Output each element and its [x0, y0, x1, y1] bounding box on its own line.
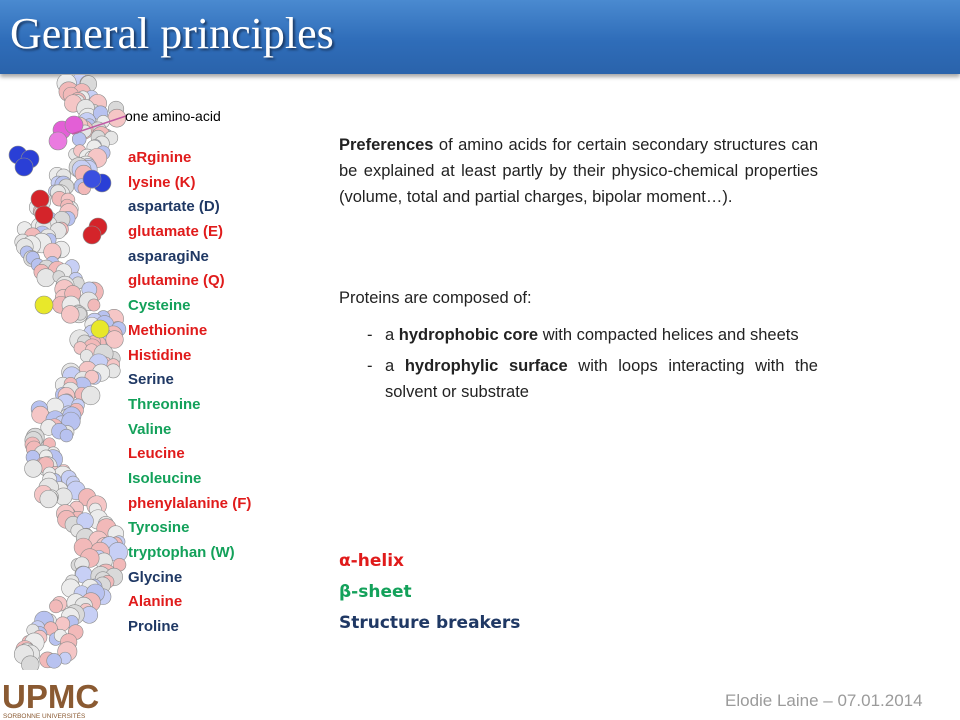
bullet-dash: -: [367, 326, 373, 344]
amino-acid-item: asparagiNe: [128, 247, 209, 265]
atom-sphere: [40, 490, 58, 508]
atom-sphere: [83, 170, 101, 188]
amino-acid-annotation: one amino-acid: [125, 108, 221, 124]
bullet-pre: a: [385, 357, 405, 375]
atom-sphere: [31, 190, 49, 208]
amino-acid-item: Isoleucine: [128, 469, 202, 487]
atom-sphere: [25, 460, 43, 478]
preferences-paragraph: [339, 132, 818, 210]
bullet-post: with loops interacting with the solvent or substrate: [385, 357, 818, 401]
atom-sphere: [21, 656, 39, 670]
atom-sphere: [61, 306, 79, 324]
amino-acid-item: glutamate (E): [128, 223, 224, 241]
legend-helix: α-helix: [339, 551, 404, 571]
amino-acid-item: aRginine: [128, 149, 192, 166]
amino-acid-item: aspartate (D): [128, 198, 220, 216]
amino-acid-item: Methionine: [128, 321, 208, 339]
annotation-pointer: [60, 110, 130, 140]
amino-acid-item: Histidine: [128, 346, 192, 364]
footer-author-date: Elodie Laine – 07.01.2014: [725, 691, 923, 710]
amino-acid-item: Tyrosine: [128, 519, 190, 537]
logo-text: UPMC: [2, 678, 100, 715]
bullet-post: with compacted helices and sheets: [538, 326, 799, 344]
bullet-bold: hydrophobic core: [398, 326, 539, 344]
upmc-logo: [0, 678, 120, 720]
amino-acid-item: Serine: [128, 371, 174, 389]
atom-sphere: [88, 299, 100, 311]
amino-acid-item: Threonine: [128, 395, 201, 413]
amino-acid-item: glutamine (Q): [128, 272, 225, 290]
legend-sheet: β-sheet: [339, 582, 412, 602]
logo-subtext: SORBONNE UNIVERSITÉS: [3, 713, 86, 720]
atom-sphere: [60, 429, 73, 442]
amino-acid-item: lysine (K): [128, 173, 196, 191]
preferences-bold: Preferences: [339, 136, 434, 154]
bullet-dash: -: [367, 357, 373, 375]
bullet-bold: hydrophylic surface: [404, 357, 568, 375]
title-bar: [0, 0, 960, 74]
bullet-item: [367, 322, 818, 348]
amino-acid-list: [128, 146, 251, 640]
atom-sphere: [81, 386, 100, 405]
amino-acid-item: Cysteine: [128, 297, 191, 315]
bullet-item: [367, 353, 818, 405]
amino-acid-item: tryptophan (W): [128, 544, 235, 561]
atom-sphere: [47, 653, 62, 668]
amino-acid-item: Valine: [128, 420, 172, 438]
atom-sphere: [91, 320, 109, 338]
bullet-pre: a: [385, 326, 399, 344]
legend: [339, 546, 520, 639]
atom-sphere: [15, 158, 33, 176]
atom-sphere: [35, 296, 53, 314]
legend-breakers: Structure breakers: [339, 613, 521, 633]
composed-intro: Proteins are composed of:: [339, 289, 532, 307]
preferences-text: of amino acids for certain secondary structures can be explained at least partly by their physico-chemical properties (volume, total and partial charges, bipolar moment…).: [339, 136, 818, 206]
composition-bullets: [367, 322, 818, 410]
atom-sphere: [37, 269, 55, 287]
amino-acid-item: Glycine: [128, 568, 183, 586]
atom-sphere: [35, 206, 53, 224]
atom-sphere: [56, 617, 70, 631]
amino-acid-item: Alanine: [128, 593, 183, 611]
amino-acid-item: phenylalanine (F): [128, 494, 252, 512]
amino-acid-item: Leucine: [128, 445, 185, 463]
atom-sphere: [49, 600, 62, 613]
slide-title: General principles: [10, 9, 334, 58]
atom-sphere: [83, 226, 101, 244]
amino-acid-item: Proline: [128, 618, 179, 636]
